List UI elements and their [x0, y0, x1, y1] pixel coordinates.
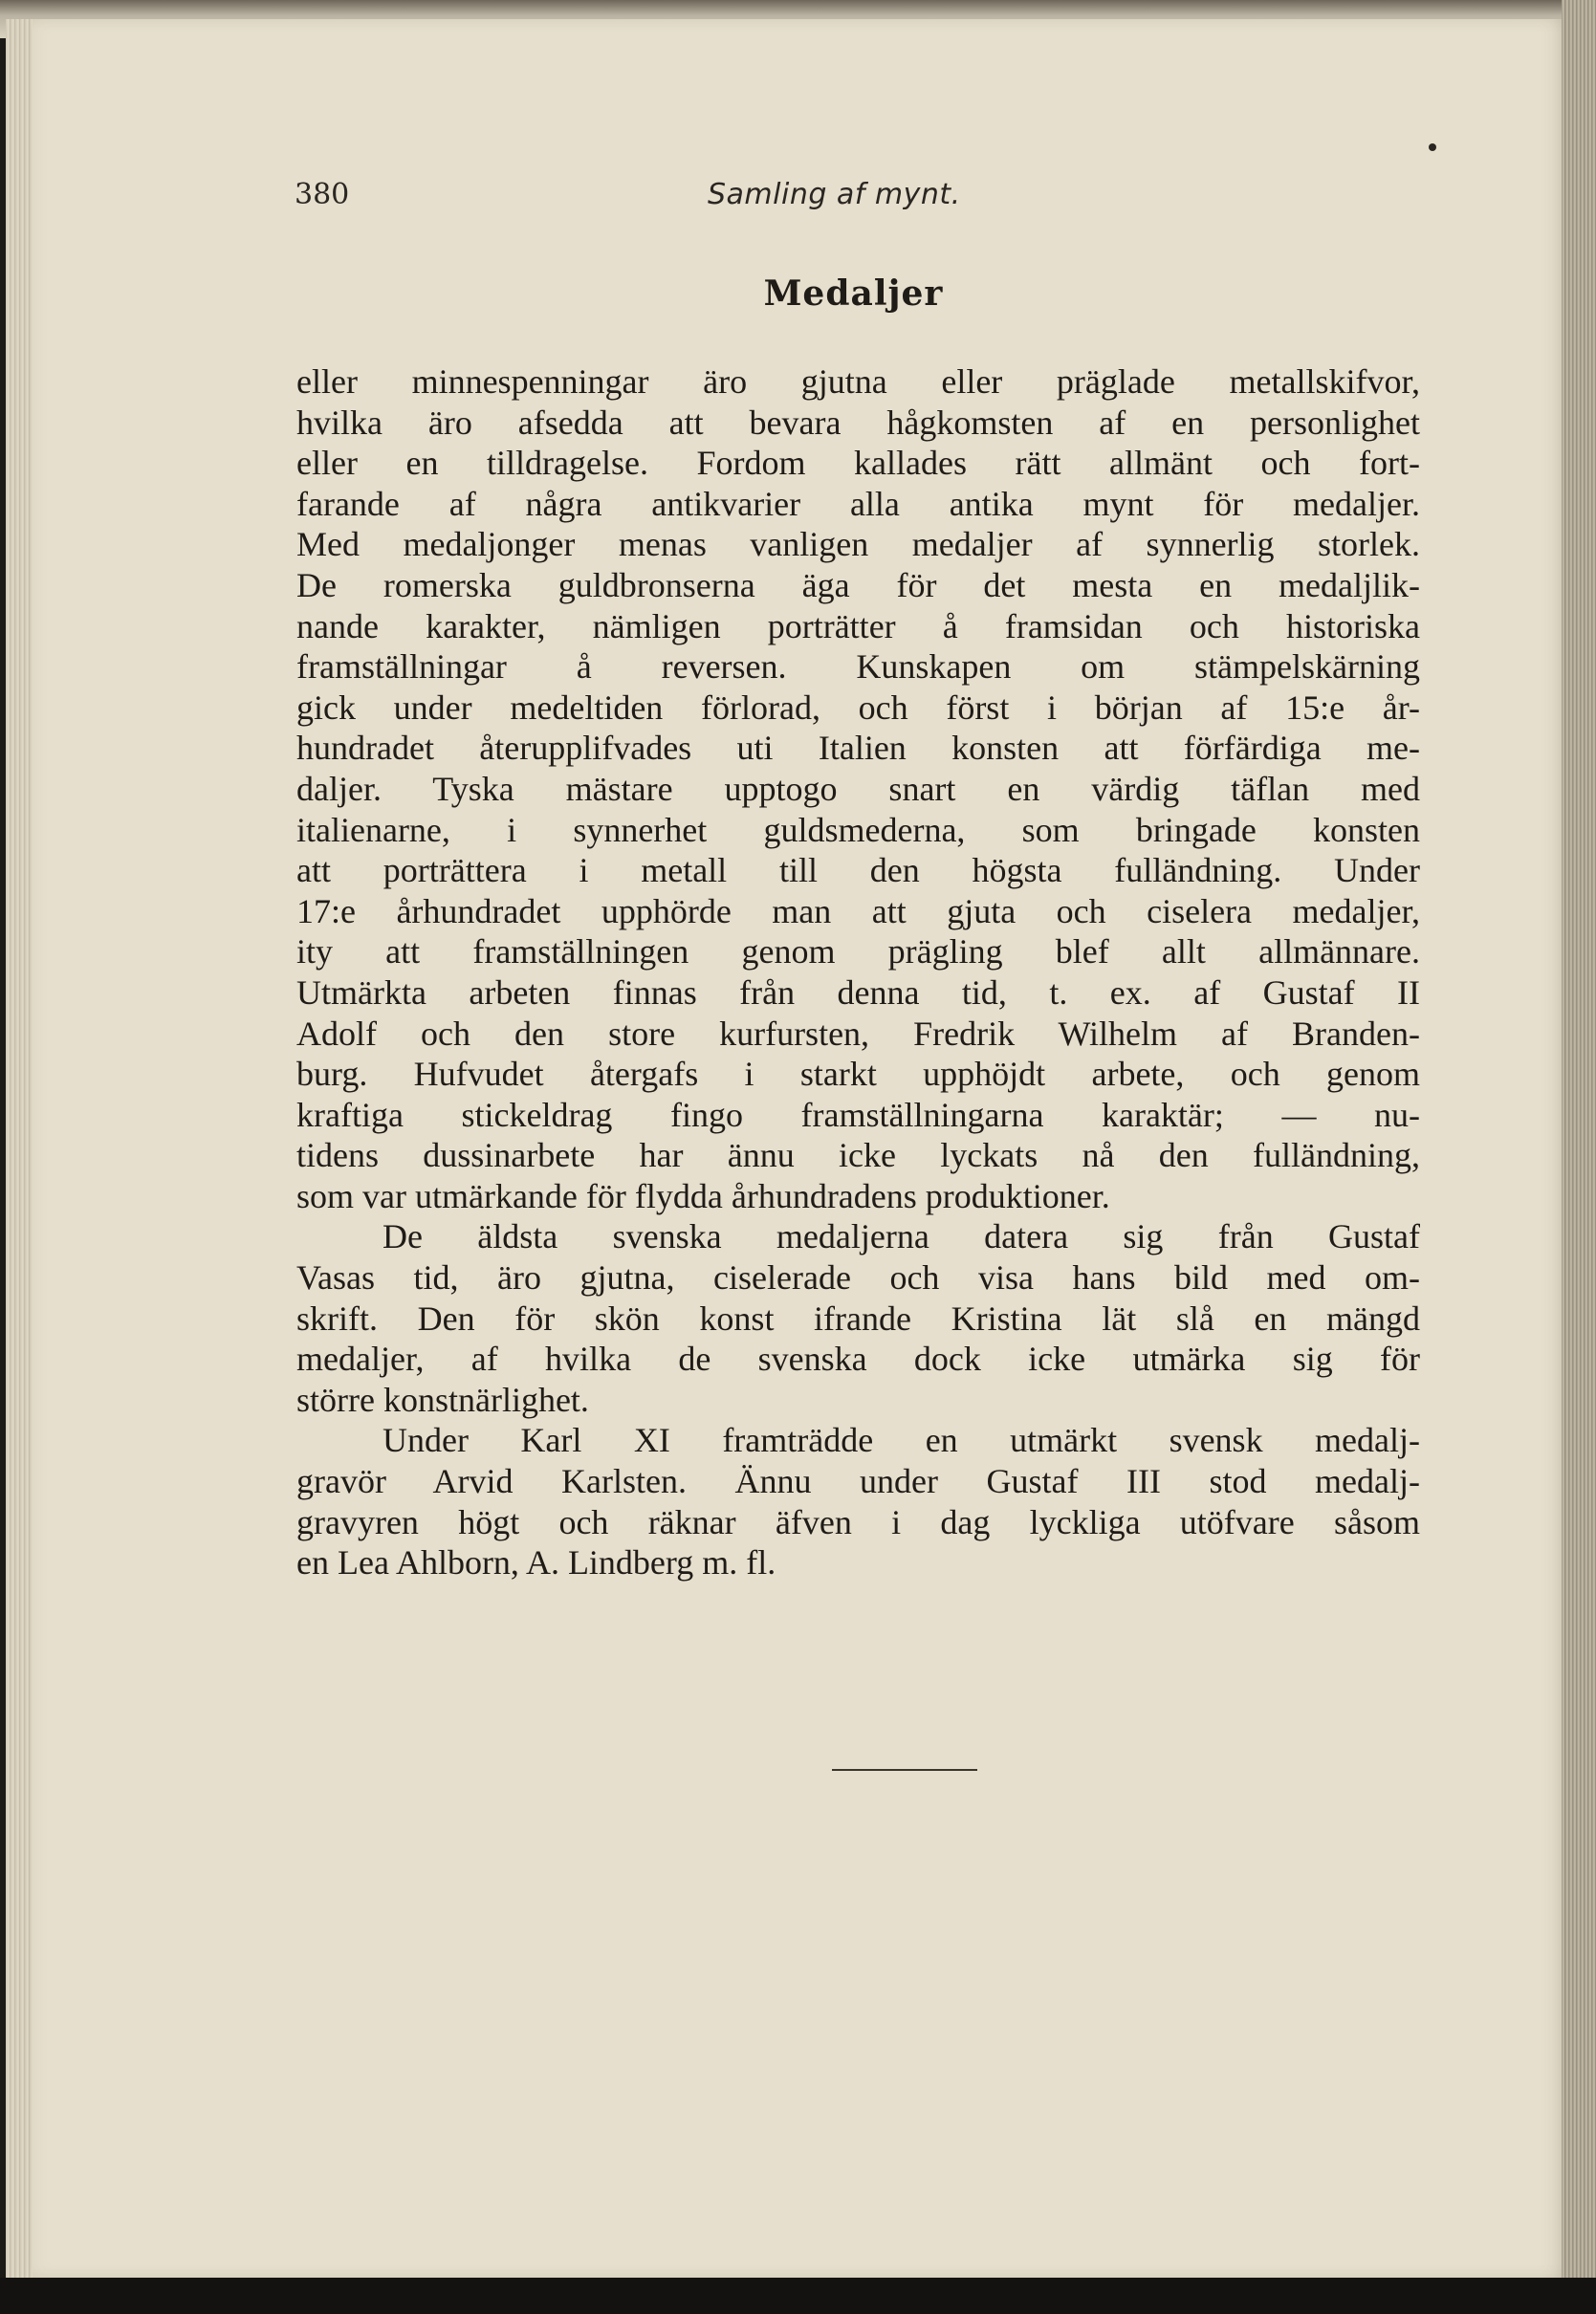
text-line: framställningar å reversen. Kunskapen om stämpelskärning [296, 647, 1420, 687]
text-line: Utmärkta arbeten finnas från denna tid, t. ex. af Gustaf II [296, 972, 1420, 1012]
text-line: medaljer, af hvilka de svenska dock icke utmärka sig för [296, 1340, 1420, 1379]
text-line: kraftiga stickeldrag fingo framställningarna karaktär; — nu- [296, 1095, 1420, 1134]
text-line: nande karakter, nämligen porträtter å framsidan och historiska [296, 606, 1420, 645]
text-line: ity att framställningen genom prägling blef allt allmännare. [296, 932, 1420, 971]
text-line: Med medaljonger menas vanligen medaljer af synnerlig storlek. [296, 525, 1420, 564]
page-number: 380 [295, 178, 350, 211]
text-line: De äldsta svenska medaljerna datera sig från Gustaf [383, 1217, 1420, 1256]
text-line: eller en tilldragelse. Fordom kallades rätt allmänt och fort- [296, 444, 1420, 483]
text-line: daljer. Tyska mästare upptogo snart en värdig täflan med [296, 769, 1420, 808]
text-line: större konstnärlighet. [296, 1380, 589, 1419]
text-line: som var utmärkande för flydda århundradens produktioner. [296, 1176, 1110, 1215]
text-line: tidens dussinarbete har ännu icke lyckats nå den fulländning, [296, 1136, 1420, 1175]
text-line: att porträttera i metall till den högsta fulländning. Under [296, 851, 1420, 890]
page-edge-left [6, 19, 33, 2278]
text-line: Vasas tid, äro gjutna, ciselerade och visa hans bild med om- [296, 1258, 1420, 1298]
ink-speck [1429, 143, 1436, 151]
book-edge-right [1562, 0, 1596, 2314]
text-line: Under Karl XI framträdde en utmärkt svensk medalj- [383, 1421, 1420, 1460]
text-line: farande af några antikvarier alla antika mynt för medaljer. [296, 484, 1420, 523]
section-end-rule [832, 1769, 977, 1771]
text-line: Adolf och den store kurfursten, Fredrik Wilhelm af Branden- [296, 1014, 1420, 1053]
text-line: italienarne, i synnerhet guldsmederna, som bringade konsten [296, 810, 1420, 849]
text-line: eller minnespenningar äro gjutna eller präglade metallskifvor, [296, 362, 1420, 401]
body-text [296, 361, 1420, 1583]
text-line: 17:e århundradet upphörde man att gjuta och ciselera medaljer, [296, 891, 1420, 930]
text-line: burg. Hufvudet återgafs i starkt upphöjdt arbete, och genom [296, 1055, 1420, 1094]
scan-bottom-band [0, 2278, 1596, 2314]
text-line: skrift. Den för skön konst ifrande Kristina lät slå en mängd [296, 1299, 1420, 1338]
text-line: en Lea Ahlborn, A. Lindberg m. fl. [296, 1543, 776, 1583]
text-line: hundradet återupplifvades uti Italien konsten att förfärdiga me- [296, 729, 1420, 768]
text-line: gick under medeltiden förlorad, och först i början af 15:e år- [296, 688, 1420, 727]
running-title: Samling af mynt. [708, 178, 961, 211]
text-line: gravyren högt och räknar äfven i dag lyckliga utöfvare såsom [296, 1502, 1420, 1541]
section-title: Medaljer [763, 273, 944, 314]
text-line: gravör Arvid Karlsten. Ännu under Gustaf III stod medalj- [296, 1462, 1420, 1501]
text-line: De romerska guldbronserna äga för det mesta en medaljlik- [296, 565, 1420, 604]
running-head [287, 178, 1358, 216]
text-line: hvilka äro afsedda att bevara hågkomsten af en personlighet [296, 403, 1420, 442]
